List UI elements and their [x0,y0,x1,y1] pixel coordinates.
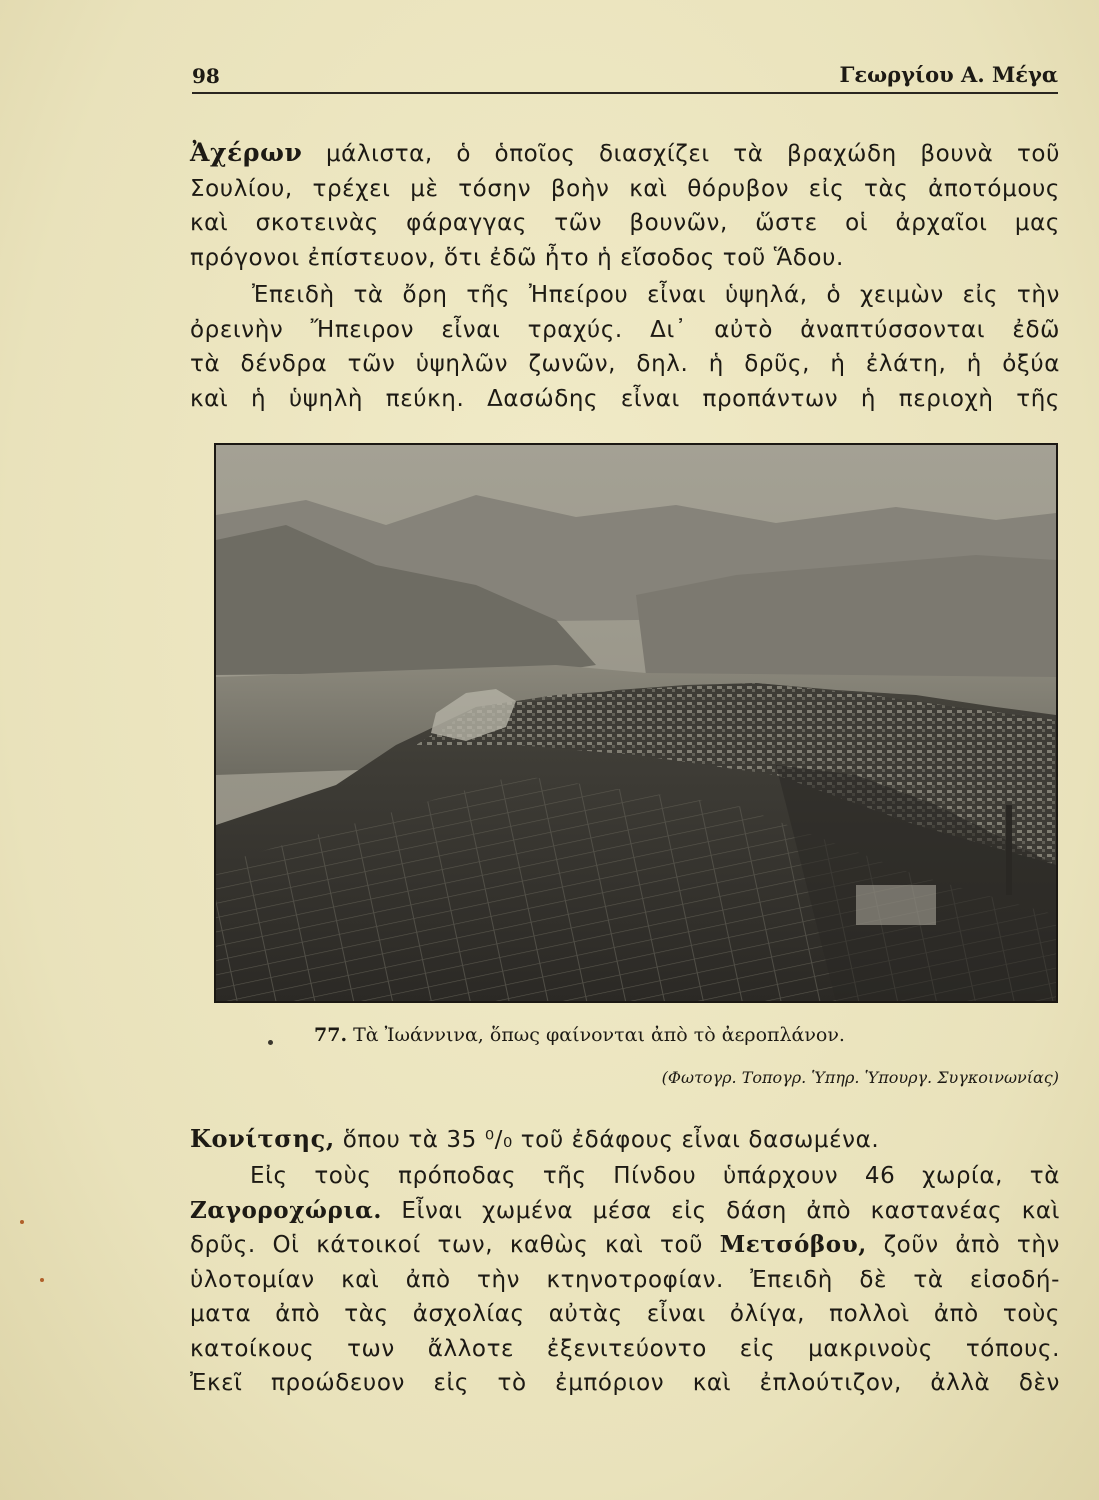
margin-speck [40,1278,44,1282]
running-title: Γεωργίου Α. Μέγα [839,62,1058,87]
ioannina-aerial-photo [214,443,1058,1003]
figure-caption-text: Τὰ Ἰωάννινα, ὅπως φαίνονται ἀπὸ τὸ ἀεροπλάνον. [353,1024,845,1046]
figure-caption [314,1024,845,1046]
caption-bullet [268,1040,273,1045]
paragraph-4-line-7: Ἐκεῖ προώδευον εἰς τὸ ἐμπόριον καὶ ἐπλούτιζον, ἀλλὰ δὲν [190,1370,1060,1396]
acheron-term: Ἀχέρων [190,138,303,167]
zagorochoria-term: Ζαγοροχώρια. [190,1196,383,1224]
paragraph-3-line-1: Κονίτσης, ὅπου τὰ 35 ⁰/₀ τοῦ ἐδάφους εἶναι δασωμένα. [190,1124,880,1153]
paragraph-4-line-6: κατοίκους των ἄλλοτε ἐξενιτεύοντο εἰς μακρινοὺς τόπους. [190,1335,1060,1362]
paragraph-1-line-3: καὶ σκοτεινὰς φάραγγας τῶν βουνῶν, ὥστε οἱ ἀρχαῖοι μας [190,210,1060,236]
paragraph-2-line-3: τὰ δένδρα τῶν ὑψηλῶν ζωνῶν, δηλ. ἡ δρῦς, ἡ ἐλάτη, ἡ ὀξύα [190,351,1060,377]
paragraph-2-line-4: καὶ ἡ ὑψηλὴ πεύκη. Δασώδης εἶναι προπάντων ἡ περιοχὴ τῆς [190,385,1060,412]
paragraph-2-line-2: ὀρεινὴν Ἤπειρον εἶναι τραχύς. Δι᾿ αὐτὸ ἀναπτύσσονται ἐδῶ [190,316,1060,343]
page-header [192,62,1058,94]
paragraph-4-line-4: ὑλοτομίαν καὶ ἀπὸ τὴν κτηνοτροφίαν. Ἐπειδὴ δὲ τὰ εἰσοδή- [190,1266,1060,1293]
metsovo-term: Μετσόβου, [719,1231,867,1258]
paragraph-1-line-2: Σουλίου, τρέχει μὲ τόσην βοὴν καὶ θόρυβον εἰς τὰς ἀποτόμους [190,175,1060,202]
paragraph-2-line-1: Ἐπειδὴ τὰ ὄρη τῆς Ἠπείρου εἶναι ὑψηλά, ὁ χειμὼν εἰς τὴν [252,282,1060,308]
paragraph-2 [190,278,1060,416]
figure-number: 77. [314,1024,348,1046]
paragraph-4-line-2: Ζαγοροχώρια. Εἶναι χωμένα μέσα εἰς δάση ἀπὸ καστανέας καὶ [190,1196,1060,1224]
paragraph-4-line-5: ματα ἀπὸ τὰς ἀσχολίας αὐτὰς εἶναι ὀλίγα, πολλοὶ ἀπὸ τοὺς [190,1301,1060,1327]
margin-speck [20,1220,24,1224]
paragraph-1-line-4: πρόγονοι ἐπίστευον, ὅτι ἐδῶ ἦτο ἡ εἴσοδος τοῦ Ἅδου. [190,244,844,271]
paragraph-1-line-1: Ἀχέρων μάλιστα, ὁ ὁποῖος διασχίζει τὰ βραχώδη βουνὰ τοῦ [190,138,1060,167]
page-number: 98 [192,64,220,88]
paragraph-3 [190,1122,1060,1158]
paragraph-4-line-3: δρῦς. Οἱ κάτοικοί των, καθὼς καὶ τοῦ Μετσόβου, ζοῦν ἀπὸ τὴν [190,1231,1060,1258]
photo-credit: (Φωτογρ. Τοπογρ. Ὑπηρ. Ὑπουργ. Συγκοινωνίας) [661,1068,1059,1087]
konitsa-term: Κονίτσης, [190,1124,335,1153]
paragraph-4 [190,1159,1060,1401]
paragraph-1 [190,136,1060,275]
paragraph-4-line-1: Εἰς τοὺς πρόποδας τῆς Πίνδου ὑπάρχουν 46 χωρία, τὰ [250,1163,1060,1189]
